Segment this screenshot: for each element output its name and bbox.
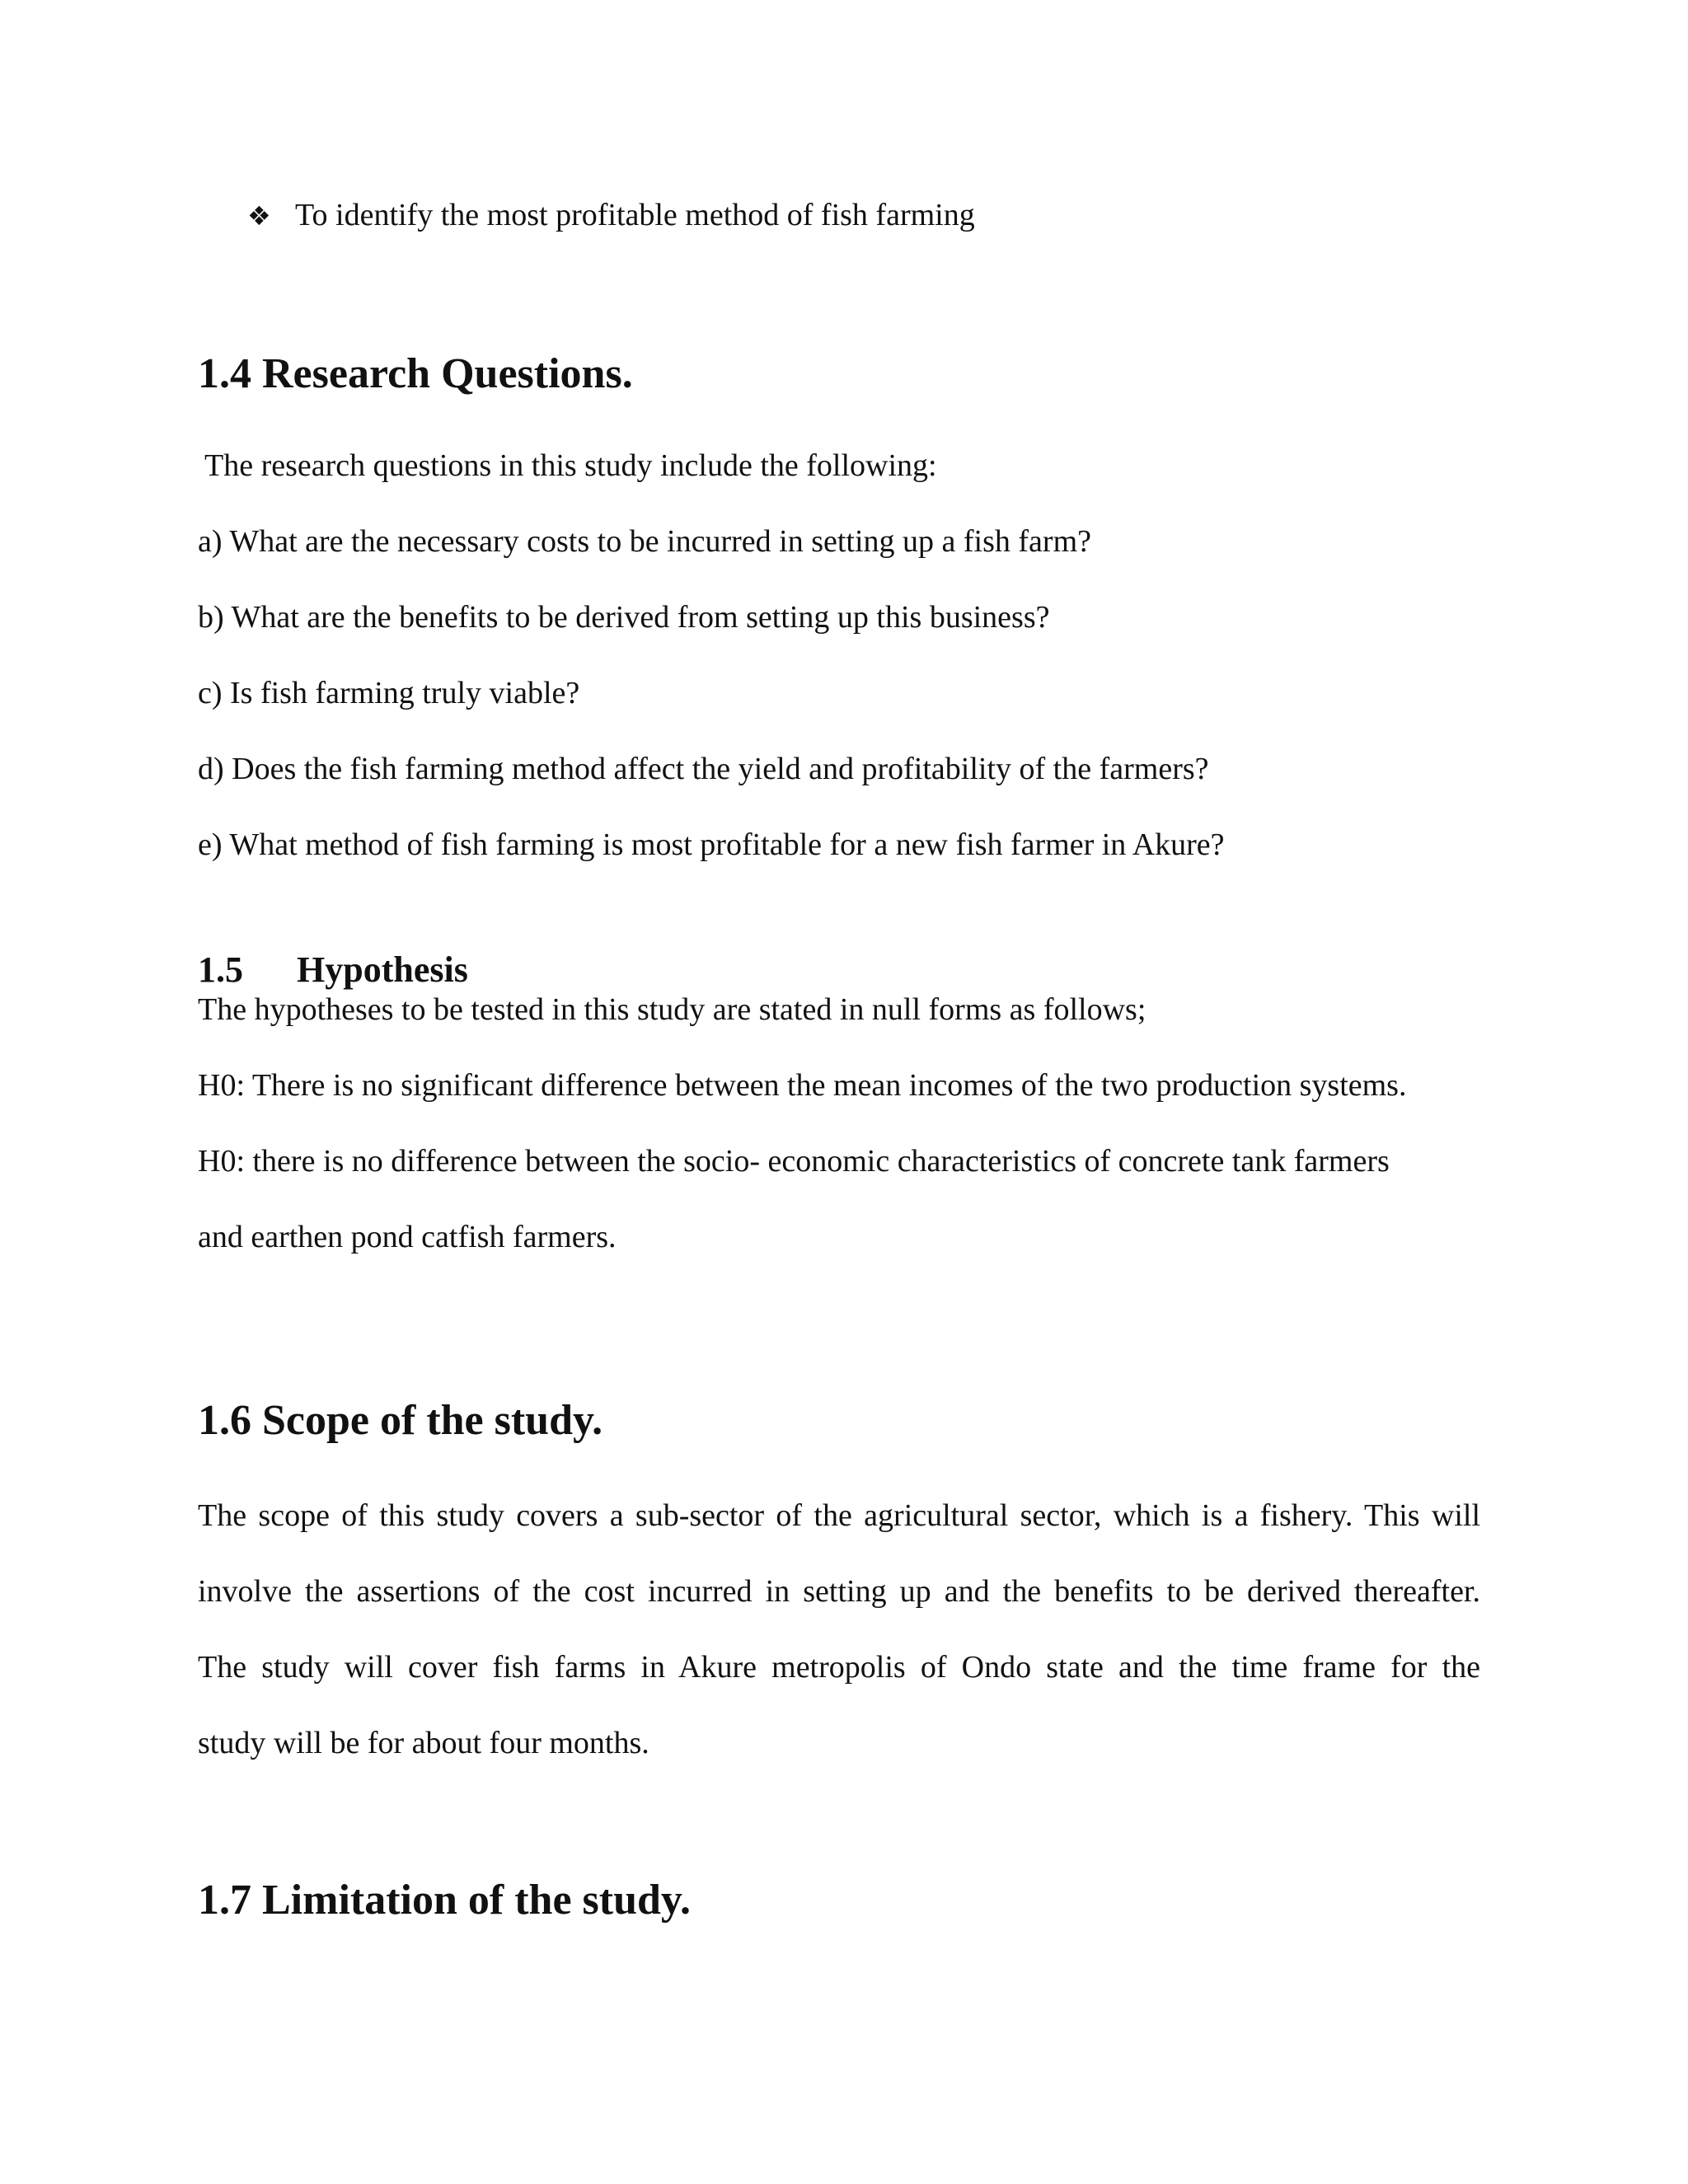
objective-bullet <box>247 196 975 235</box>
diamond-bullet-icon: ❖ <box>247 200 271 232</box>
section-1-5-heading <box>198 949 468 991</box>
research-questions-intro: The research questions in this study include the following: <box>204 448 937 483</box>
research-question-b: b) What are the benefits to be derived from setting up this business? <box>198 600 1050 635</box>
research-question-c: c) Is fish farming truly viable? <box>198 676 580 710</box>
research-question-a: a) What are the necessary costs to be incurred in setting up a fish farm? <box>198 524 1092 559</box>
hypothesis-1: H0: There is no significant difference between the mean incomes of the two production systems. <box>198 1068 1407 1103</box>
research-question-d: d) Does the fish farming method affect the yield and profitability of the farmers? <box>198 752 1209 786</box>
section-1-5-title: Hypothesis <box>297 949 468 990</box>
section-1-5-number: 1.5 <box>198 949 243 990</box>
scope-line-1: The scope of this study covers a sub-sector of the agricultural sector, which is a fishery. This will <box>198 1498 1480 1533</box>
scope-line-2: involve the assertions of the cost incurred in setting up and the benefits to be derived thereafter. <box>198 1574 1480 1609</box>
hypotheses-intro: The hypotheses to be tested in this study are stated in null forms as follows; <box>198 992 1146 1027</box>
research-question-e: e) What method of fish farming is most profitable for a new fish farmer in Akure? <box>198 827 1225 862</box>
section-1-7-heading: 1.7 Limitation of the study. <box>198 1877 692 1924</box>
hypothesis-2-line-1: H0: there is no difference between the socio- economic characteristics of concrete tank farmers <box>198 1144 1390 1179</box>
scope-line-4: study will be for about four months. <box>198 1726 649 1760</box>
hypothesis-2-line-2: and earthen pond catfish farmers. <box>198 1220 617 1254</box>
objective-text: To identify the most profitable method of fish farming <box>295 198 975 232</box>
section-1-4-heading: 1.4 Research Questions. <box>198 350 633 397</box>
scope-line-3: The study will cover fish farms in Akure metropolis of Ondo state and the time frame for the <box>198 1650 1480 1685</box>
section-1-6-heading: 1.6 Scope of the study. <box>198 1397 603 1444</box>
